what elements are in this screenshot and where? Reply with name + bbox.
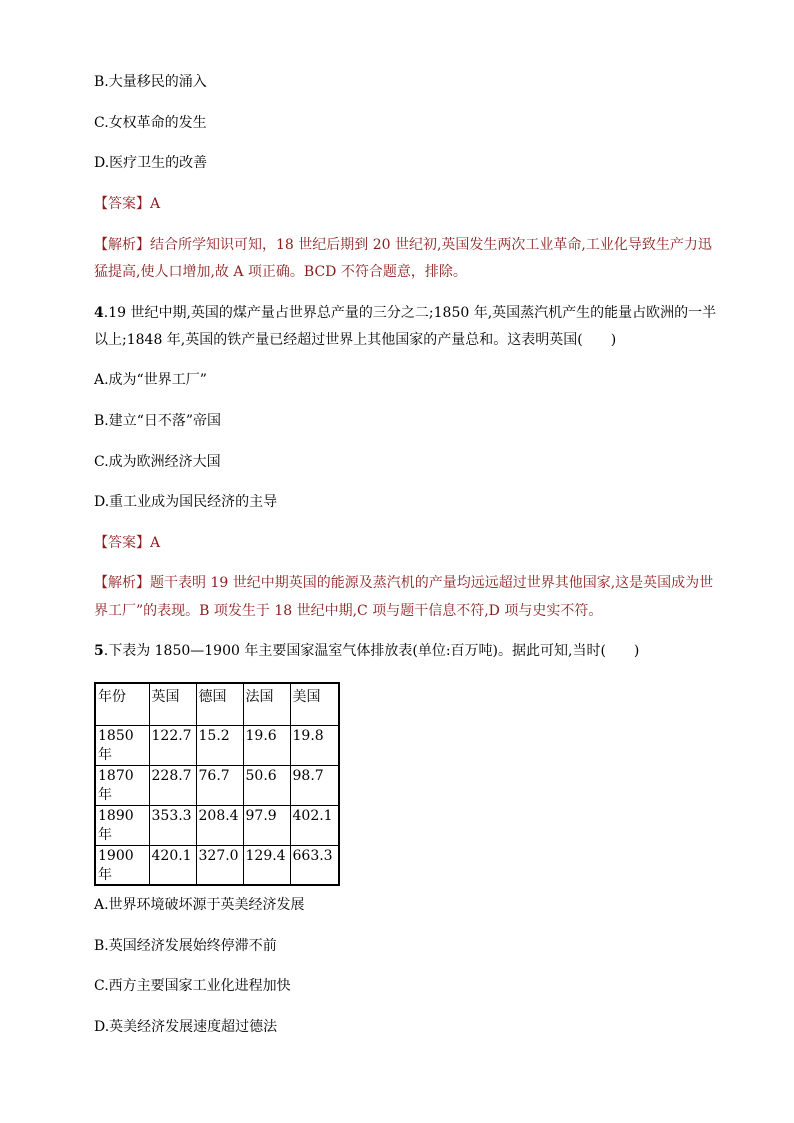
- table-cell: 420.1: [149, 845, 196, 885]
- answer-value: A: [150, 196, 161, 212]
- table-header-row: [95, 683, 339, 725]
- table-cell: 97.9: [243, 805, 290, 845]
- q5-option-c: C.西方主要国家工业化进程加快: [94, 978, 291, 994]
- answer-tag: 【答案】: [94, 196, 150, 212]
- table-row: [95, 725, 339, 765]
- answer-value: A: [150, 535, 161, 551]
- q3-analysis-line-1: [94, 236, 712, 254]
- q5-stem: [94, 642, 639, 660]
- analysis-text: 结合所学知识可知，18 世纪后期到 20 世纪初,英国发生两次工业革命,工业化导致生产力迅: [150, 237, 712, 253]
- q5-option-a: A.世界环境破坏源于英美经济发展: [94, 897, 305, 913]
- table-cell: 19.6: [243, 725, 290, 765]
- table-cell: 129.4: [243, 845, 290, 885]
- table-header-cell: 美国: [290, 683, 339, 725]
- q5-option-d: D.英美经济发展速度超过德法: [94, 1019, 278, 1035]
- emissions-table: [94, 682, 340, 886]
- table-cell: 1900 年: [95, 845, 149, 885]
- table-header-cell: 法国: [243, 683, 290, 725]
- analysis-tag: 【解析】: [94, 575, 150, 591]
- table-cell: 19.8: [290, 725, 339, 765]
- q4-stem-line-1: [94, 304, 716, 322]
- question-number: 4: [94, 305, 104, 321]
- table-cell: 50.6: [243, 765, 290, 805]
- q4-option-a: A.成为“世界工厂”: [94, 372, 207, 388]
- table-cell: 402.1: [290, 805, 339, 845]
- analysis-text: 题干表明 19 世纪中期英国的能源及蒸汽机的产量均远远超过世界其他国家,这是英国成为世: [150, 575, 714, 591]
- table-row: [95, 765, 339, 805]
- table-cell: 122.7: [149, 725, 196, 765]
- table-row: [95, 845, 339, 885]
- question-number: 5: [94, 643, 104, 659]
- q3-analysis-line-2: 猛提高,使人口增加,故 A 项正确。BCD 不符合题意，排除。: [94, 264, 467, 280]
- table-cell: 228.7: [149, 765, 196, 805]
- table-cell: 15.2: [196, 725, 243, 765]
- q3-option-d: D.医疗卫生的改善: [94, 155, 208, 171]
- q5-option-b: B.英国经济发展始终停滞不前: [94, 938, 277, 954]
- table-header-cell: 德国: [196, 683, 243, 725]
- q4-analysis-line-1: [94, 574, 713, 592]
- answer-tag: 【答案】: [94, 535, 150, 551]
- q4-option-c: C.成为欧洲经济大国: [94, 454, 221, 470]
- table-cell: 663.3: [290, 845, 339, 885]
- table-cell: 98.7: [290, 765, 339, 805]
- q4-stem-line-2: 以上;1848 年,英国的铁产量已经超过世界上其他国家的产量总和。这表明英国( ): [94, 332, 617, 348]
- question-text: .19 世纪中期,英国的煤产量占世界总产量的三分之二;1850 年,英国蒸汽机产生的能量占欧洲的一半: [103, 305, 717, 321]
- q4-option-d: D.重工业成为国民经济的主导: [94, 494, 278, 510]
- table-row: [95, 805, 339, 845]
- table-header-cell: 英国: [149, 683, 196, 725]
- table-cell: 208.4: [196, 805, 243, 845]
- q4-answer: [94, 534, 160, 552]
- table-cell: 1890 年: [95, 805, 149, 845]
- table-cell: 353.3: [149, 805, 196, 845]
- q3-option-c: C.女权革命的发生: [94, 115, 207, 131]
- table-cell: 1870 年: [95, 765, 149, 805]
- q3-option-b: B.大量移民的涌入: [94, 74, 207, 90]
- q4-analysis-line-2: 界工厂”的表现。B 项发生于 18 世纪中期,C 项与题干信息不符,D 项与史实不符。: [94, 603, 603, 619]
- table-cell: 327.0: [196, 845, 243, 885]
- analysis-tag: 【解析】: [94, 237, 150, 253]
- table-cell: 1850 年: [95, 725, 149, 765]
- table-cell: 76.7: [196, 765, 243, 805]
- q3-answer: [94, 195, 160, 213]
- question-text: .下表为 1850—1900 年主要国家温室气体排放表(单位:百万吨)。据此可知,当时( ): [103, 643, 640, 659]
- q4-option-b: B.建立“日不落”帝国: [94, 413, 222, 429]
- table-header-cell: 年份: [95, 683, 149, 725]
